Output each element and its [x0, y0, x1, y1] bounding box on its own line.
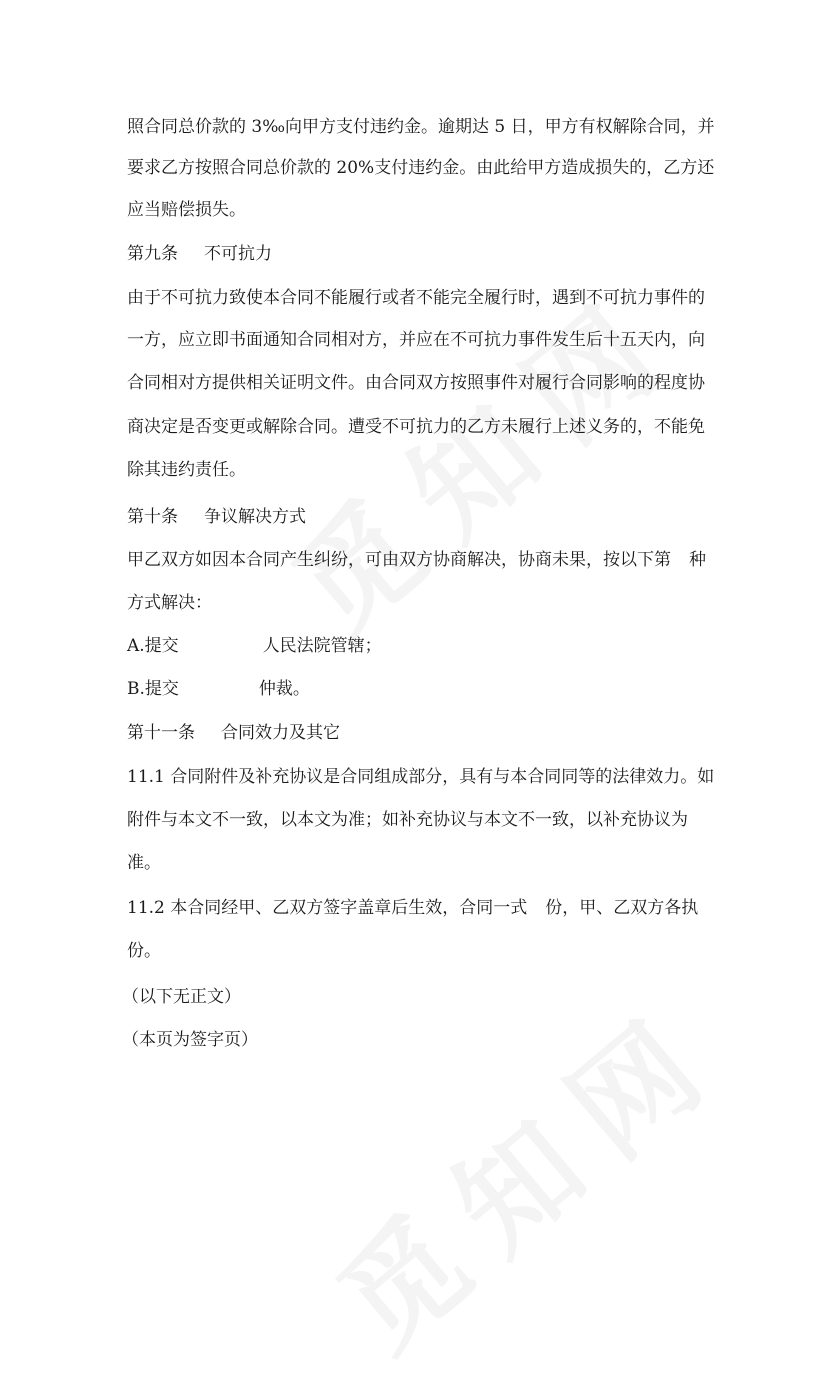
article-10-heading: [127, 506, 306, 528]
clause-11-1-line-3: 准。: [127, 853, 161, 873]
article-9-heading: [127, 243, 272, 265]
option-a: [127, 635, 382, 657]
note-signature-page: （本页为签字页）: [122, 1030, 258, 1050]
option-label: A.提交: [127, 636, 179, 656]
text-segment: 11.2 本合同经甲、乙双方签字盖章后生效，合同一式: [127, 898, 528, 918]
article-title: 不可抗力: [204, 244, 272, 264]
article-10-line-1: [127, 549, 706, 571]
article-9-line-3: 合同相对方提供相关证明文件。由合同双方按照事件对履行合同影响的程度协: [127, 373, 705, 393]
penalty-line-3: 应当赔偿损失。: [127, 200, 246, 220]
article-10-line-2: 方式解决：: [127, 593, 212, 613]
article-9-line-4: 商决定是否变更或解除合同。遭受不可抗力的乙方未履行上述义务的，不能免: [127, 417, 705, 437]
article-number: 第十条: [127, 507, 178, 527]
text-segment: 份，甲、乙双方各执: [545, 898, 699, 918]
article-title: 争议解决方式: [204, 507, 306, 527]
article-11-heading: [127, 722, 340, 744]
article-9-line-2: 一方，应立即书面通知合同相对方，并应在不可抗力事件发生后十五天内，向: [127, 330, 705, 350]
option-b: [127, 678, 310, 700]
text-segment: 种: [689, 550, 706, 570]
penalty-line-2: 要求乙方按照合同总价款的 20%支付违约金。由此给甲方造成损失的，乙方还: [127, 158, 715, 178]
article-9-line-5: 除其违约责任。: [127, 460, 246, 480]
clause-11-2-line-1: [127, 897, 698, 919]
text-segment: 甲乙双方如因本合同产生纠纷，可由双方协商解决，协商未果，按以下第: [127, 550, 671, 570]
option-label: B.提交: [127, 679, 179, 699]
clause-11-1-line-1: 11.1 合同附件及补充协议是合同组成部分，具有与本合同同等的法律效力。如: [127, 767, 715, 787]
watermark: [297, 960, 752, 1381]
article-title: 合同效力及其它: [221, 723, 340, 743]
article-number: 第十一条: [127, 723, 195, 743]
article-9-line-1: 由于不可抗力致使本合同不能履行或者不能完全履行时，遇到不可抗力事件的: [127, 288, 705, 308]
option-text: 人民法院管辖；: [262, 636, 382, 656]
note-no-more-text: （以下无正文）: [122, 987, 241, 1007]
clause-11-1-line-2: 附件与本文不一致，以本文为准；如补充协议与本文不一致，以补充协议为: [127, 810, 688, 830]
option-text: 仲裁。: [258, 679, 310, 699]
penalty-line-1: 照合同总价款的 3‰向甲方支付违约金。逾期达 5 日，甲方有权解除合同，并: [127, 117, 715, 137]
article-number: 第九条: [127, 244, 178, 264]
clause-11-2-line-2: 份。: [127, 941, 161, 961]
